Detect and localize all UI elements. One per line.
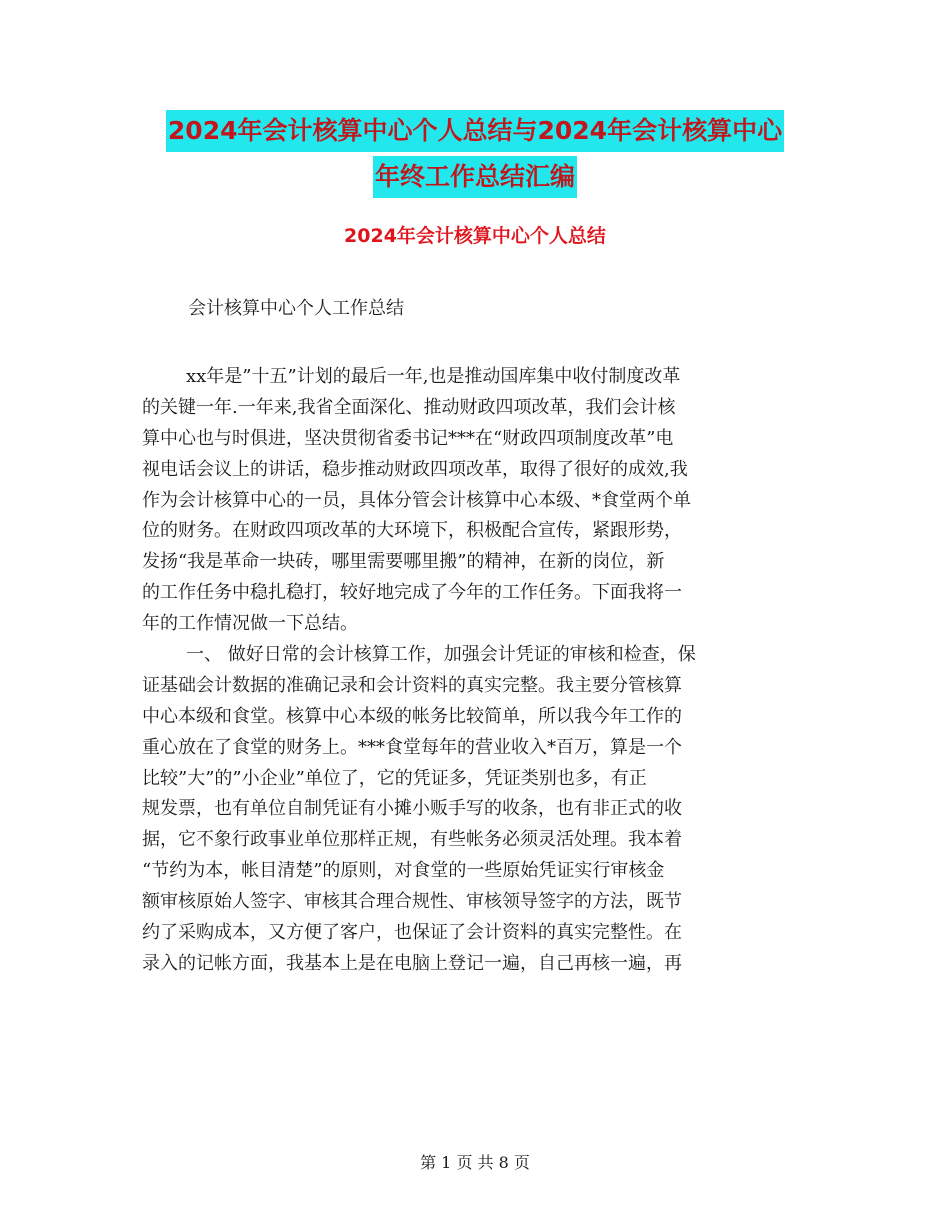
paragraph-line: 中心本级和食堂。核算中心本级的帐务比较简单，所以我今年工作的 bbox=[142, 705, 682, 727]
paragraph-line: 约了采购成本，又方便了客户，也保证了会计资料的真实完整性。在 bbox=[142, 922, 682, 944]
paragraph-line: 算中心也与时俱进，坚决贯彻省委书记***在“财政四项制度改革”电 bbox=[142, 427, 674, 449]
paragraph-line: 作为会计核算中心的一员，具体分管会计核算中心本级、*食堂两个单 bbox=[142, 489, 691, 511]
page-footer: 第 1 页 共 8 页 bbox=[420, 1153, 530, 1172]
paragraph-line: “节约为本，帐目清楚”的原则，对食堂的一些原始凭证实行审核金 bbox=[142, 860, 665, 882]
title-line-1: 2024年会计核算中心个人总结与2024年会计核算中心 bbox=[166, 110, 784, 152]
document-title bbox=[0, 110, 950, 202]
paragraph-line: 规发票，也有单位自制凭证有小摊小贩手写的收条，也有非正式的收 bbox=[142, 798, 682, 820]
paragraph-line: 比较”大”的”小企业”单位了，它的凭证多，凭证类别也多，有正 bbox=[142, 767, 647, 789]
paragraph-line: 一、 做好日常的会计核算工作，加强会计凭证的审核和检查，保 bbox=[186, 644, 696, 666]
paragraph-line: 位的财务。在财政四项改革的大环境下，积极配合宣传，紧跟形势， bbox=[142, 520, 682, 542]
paragraph-line: 发扬“我是革命一块砖，哪里需要哪里搬”的精神，在新的岗位，新 bbox=[142, 551, 665, 573]
paragraph-line: 据，它不象行政事业单位那样正规，有些帐务必须灵活处理。我本着 bbox=[142, 829, 682, 851]
body-text bbox=[142, 362, 802, 980]
paragraph-line: 证基础会计数据的准确记录和会计资料的真实完整。我主要分管核算 bbox=[142, 674, 682, 696]
paragraph-line: xx年是”十五”计划的最后一年,也是推动国库集中收付制度改革 bbox=[186, 366, 681, 387]
subtitle: 会计核算中心个人工作总结 bbox=[188, 298, 404, 319]
title-line-2: 年终工作总结汇编 bbox=[373, 156, 577, 198]
section-title: 2024年会计核算中心个人总结 bbox=[344, 225, 606, 247]
paragraph-line: 额审核原始人签字、审核其合理合规性、审核领导签字的方法，既节 bbox=[142, 891, 682, 913]
paragraph-line: 的工作任务中稳扎稳打，较好地完成了今年的工作任务。下面我将一 bbox=[142, 582, 682, 604]
paragraph-line: 的关键一年.一年来,我省全面深化、推动财政四项改革，我们会计核 bbox=[142, 396, 676, 418]
paragraph-line: 重心放在了食堂的财务上。***食堂每年的营业收入*百万，算是一个 bbox=[142, 736, 682, 758]
paragraph-line: 年的工作情况做一下总结。 bbox=[142, 613, 358, 635]
paragraph-line: 录入的记帐方面，我基本上是在电脑上登记一遍，自己再核一遍，再 bbox=[142, 952, 682, 974]
paragraph-line: 视电话会议上的讲话，稳步推动财政四项改革，取得了很好的成效,我 bbox=[142, 458, 688, 480]
